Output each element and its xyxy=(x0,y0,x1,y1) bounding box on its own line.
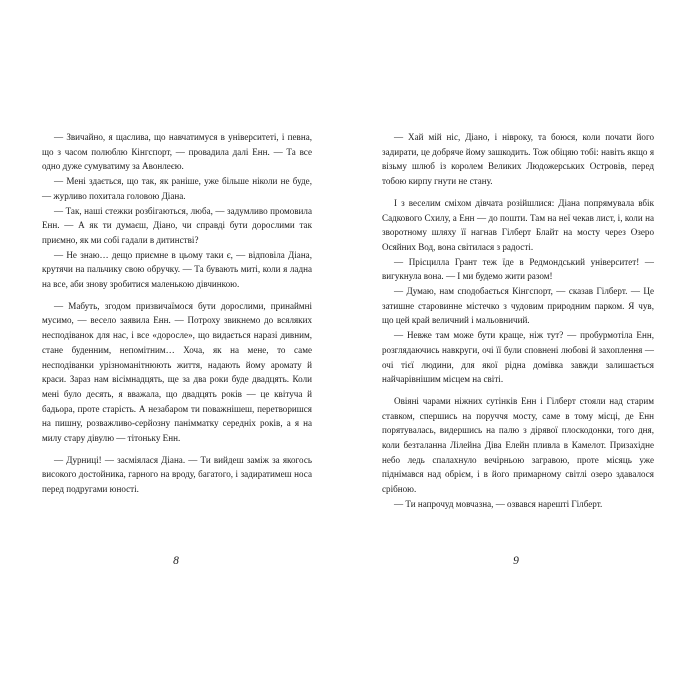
paragraph: — Невже там може бути краще, ніж тут? — пробурмотіла Енн, розглядаючись навкруги, очі її були сповнені любові й захоплення — очі тієї людини, для якої рідна домівка завжди залишається найчарівнішим місцем на світі. xyxy=(382,330,654,385)
page-number: 9 xyxy=(513,555,519,567)
paragraph: — Дурниці! — засміялася Діана. — Ти вийдеш заміж за якогось високого достойника, гарного на вроду, багатого, і задиратимеш носа перед подругами юності. xyxy=(42,454,312,495)
paragraph: — Не знаю… дещо приємне в цьому таки є, — відповіла Діана, крутячи на пальчику свою обручку. — Та бувають миті, коли я ладна на все, аби знову зробитися маленькою дівчинкою. xyxy=(42,249,312,290)
paragraph: — Так, наші стежки розбігаються, люба, — задумливо промовила Енн. — А як ти думаєш, Діано, чи справді бути дорослими так приємно, як ми собі гадали в дитинстві? xyxy=(42,205,312,245)
paragraph: — Ти напрочуд мовчазна, — озвався нарешті Гілберт. xyxy=(394,498,603,509)
left-page-text xyxy=(42,130,312,497)
paragraph: І з веселим сміхом дівчата розійшлися: Діана попрямувала вбік Садкового Схилу, а Енн — до пошти. Там на неї чекав лист, і, коли на зворотному шляху її нагнав Гілберт Блайт на мосту через Озеро Осяйних Вод, вона світилася з радості. xyxy=(382,197,654,252)
paragraph: — Хай мій ніс, Діано, і нівроку, та боюся, коли почати його задирати, це добряче йому зашкодить. Тож обіцяю тобі: навіть якщо я візьму шлюб із королем Великих Людожерських Островів, перед тобою кирпу гнути не стану. xyxy=(382,132,654,187)
paragraph: — Думаю, нам сподобається Кінгспорт, — сказав Гілберт. — Це затишне старовинне містечко з чудовим природним парком. Я чув, що цей край величний і мальовничий. xyxy=(382,286,654,326)
right-page-text xyxy=(382,130,654,512)
right-page xyxy=(350,0,700,700)
paragraph: — Мені здається, що так, як раніше, уже більше ніколи не буде, — журливо похитала головою Діана. xyxy=(42,176,312,201)
paragraph: — Прісцилла Грант теж їде в Редмондський університет! — вигукнула вона. — І ми будемо жити разом! xyxy=(382,256,654,282)
paragraph: — Мабуть, згодом призвичаїмося бути дорослими, принаймні мусимо, — весело заявила Енн. — Потроху звикнемо до всяляких несподіванок для нас, і все «дорослe», що видається наразі дивним, стане буденним, непомітним… Хоча, як на мене, то саме несподіванки урізноманітнюють життя, надають йому аромату й краси. Зараз нам вісімнадцять, ще за два роки буде двадцять. Коли мені було десять, я вважала, що двадцять років — це квітуча й бадьора, проте старість. А незабаром ти поважнішеш, перетворишся на пишну, розважливо-серйозну панімматку середніх років, а я на милу стару дівулю — тітоньку Енн. xyxy=(42,300,312,444)
page-number: 8 xyxy=(173,555,179,567)
paragraph: Овіяні чарами ніжних сутінків Енн і Гілберт стояли над старим ставком, спершись на поруччя мосту, саме в тому місці, де Енн порятувалась, видершись на палю з дірявої плоскодонки, того дня, коли безталанна Лілейна Діва Елейн пливла в Камелот. Призахідне небо ледь спалахнуло вечірньою загравою, проте місяць уже піднімався над обрієм, і в його примарному світлі озеро здавалося срібною. xyxy=(382,395,654,495)
paragraph: — Звичайно, я щаслива, що навчатимуся в університеті, і певна, що з часом полюблю Кінгспорт, — провадила далі Енн. — Та все одно дуже сумуватиму за Авонлеєю. xyxy=(42,132,312,172)
